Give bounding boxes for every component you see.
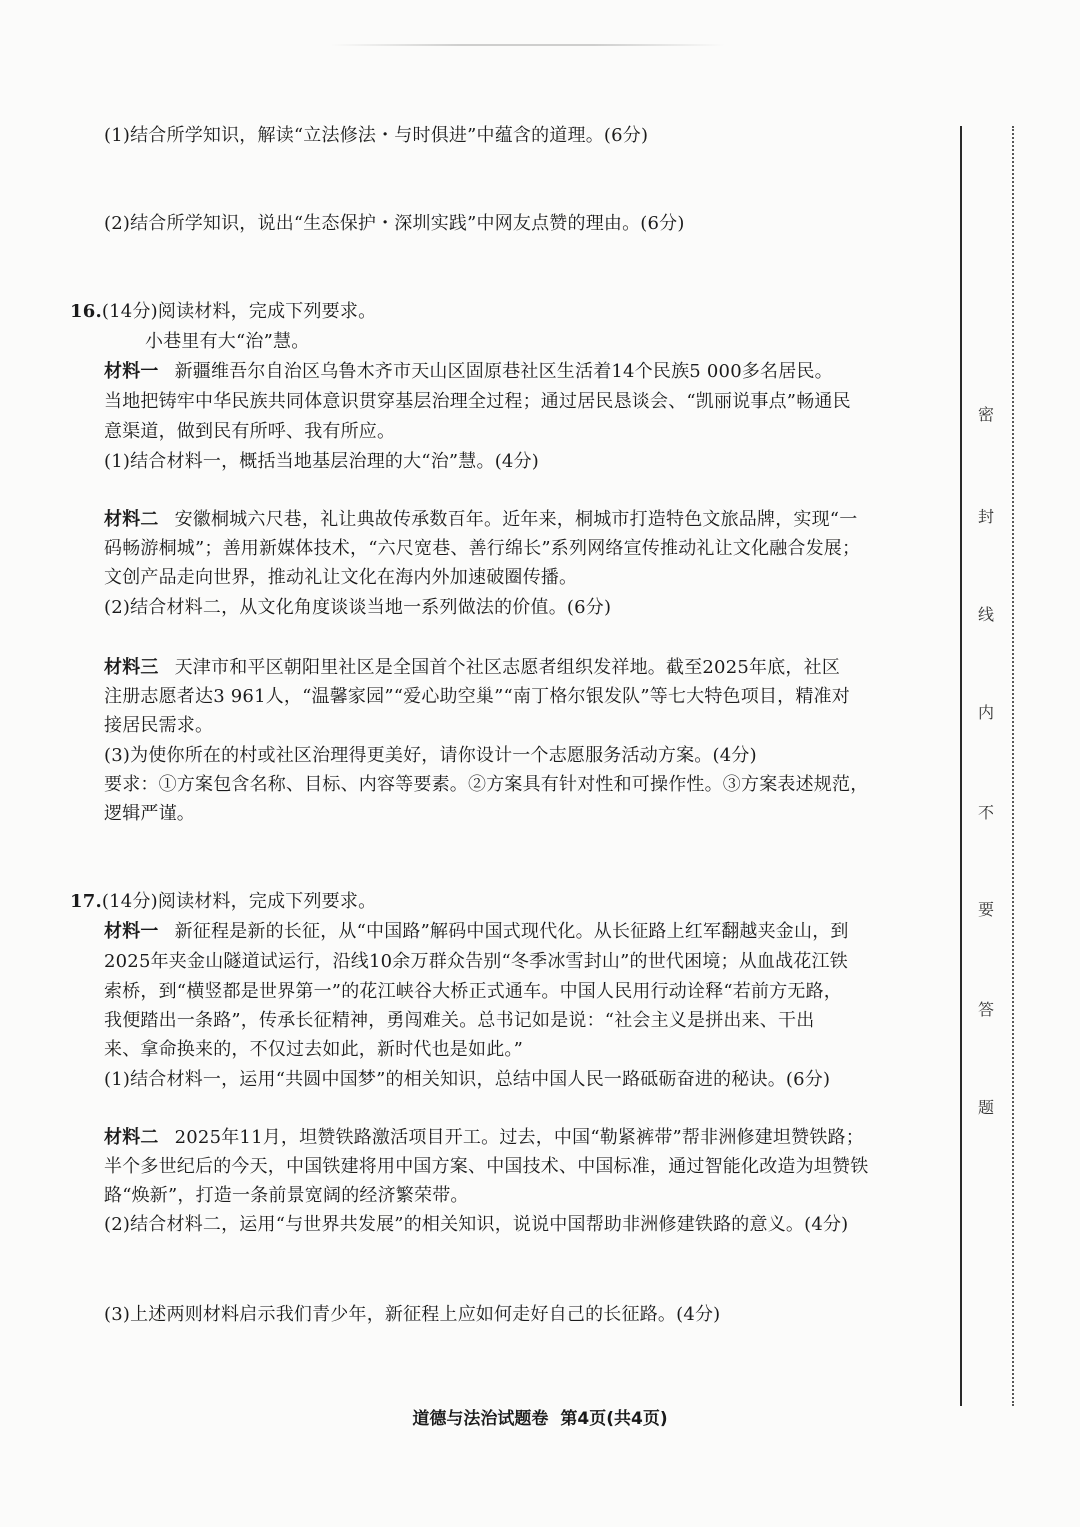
q16-m1-line-3: 意渠道，做到民有所呼、我有所应。 [104,421,396,442]
q16-sub3: (3)为使你所在的村或社区治理得更美好，请你设计一个志愿服务活动方案。(4分) [104,745,757,766]
footer-title: 道德与法治试题卷 [412,1409,549,1429]
q16-m2-line-1: 材料二 安徽桐城六尺巷，礼让典故传承数百年。近年来，桐城市打造特色文旅品牌，实现“一 [104,509,858,530]
q17-sub2: (2)结合材料二，运用“与世界共发展”的相关知识，说说中国帮助非洲修建铁路的意义。(4分) [104,1214,849,1235]
binding-char-8: 题 [977,1098,994,1117]
page-footer [0,1408,1080,1430]
q17-header [70,890,376,914]
q17-number: 17. [70,891,102,912]
q17-m2-line-3: 路“焕新”，打造一条前景宽阔的经济繁荣带。 [104,1185,469,1206]
q17-sub3: (3)上述两则材料启示我们青少年，新征程上应如何走好自己的长征路。(4分) [104,1304,721,1325]
binding-char-2: 封 [977,507,994,526]
q16-m3-label: 材料三 [104,657,159,678]
q17-intro: (14分)阅读材料，完成下列要求。 [101,891,377,912]
q17-m1-line-3: 索桥，到“横竖都是世界第一”的花江峡谷大桥正式通车。中国人民用行动诠释“若前方无路， [104,981,843,1002]
binding-char-5: 不 [977,803,994,822]
q16-m2-label: 材料二 [104,509,159,530]
q16-m3-line-3: 接居民需求。 [104,715,214,736]
q16-sub1: (1)结合材料一，概括当地基层治理的大“治”慧。(4分) [104,451,539,472]
q16-intro: (14分)阅读材料，完成下列要求。 [101,301,377,322]
q17-sub1: (1)结合材料一，运用“共圆中国梦”的相关知识，总结中国人民一路砥砺奋进的秘诀。(6分) [104,1069,831,1090]
q17-m2-line-1: 材料二 2025年11月，坦赞铁路激活项目开工。过去，中国“勒紧裤带”帮非洲修建坦赞铁路； [104,1127,864,1148]
q16-m1-line-1: 材料一 新疆维吾尔自治区乌鲁木齐市天山区固原巷社区生活着14个民族5 000多名居民。 [104,361,833,382]
q16-m1-line-2: 当地把铸牢中华民族共同体意识贯穿基层治理全过程；通过居民恳谈会、“凯丽说事点”畅通民 [104,391,851,412]
binding-dotted-line [1012,126,1014,1406]
binding-char-3: 线 [977,605,994,624]
binding-char-4: 内 [977,703,994,722]
q16-number: 16. [70,301,102,322]
q16-header [70,300,376,324]
q17-m1-label: 材料一 [104,921,159,942]
q17-m1-line-4: 我便踏出一条路”，传承长征精神，勇闯难关。总书记如是说：“社会主义是拼出来、干出 [104,1010,815,1031]
q16-subtitle: 小巷里有大“治”慧。 [145,331,310,352]
q15-sub1: (1)结合所学知识，解读“立法修法・与时俱进”中蕴含的道理。(6分) [104,125,649,146]
q17-m1-line-1: 材料一 新征程是新的长征，从“中国路”解码中国式现代化。从长征路上红军翻越夹金山，到 [104,921,849,942]
q16-m3-line-2: 注册志愿者达3 961人，“温馨家园”“爱心助空巢”“南丁格尔银发队”等七大特色项目，精准对 [104,686,850,707]
footer-page: 第4页(共4页) [560,1409,668,1429]
q16-m2-line-3: 文创产品走向世界，推动礼让文化在海内外加速破圈传播。 [104,567,578,588]
q15-sub2: (2)结合所学知识，说出“生态保护・深圳实践”中网友点赞的理由。(6分) [104,213,685,234]
q16-req-line-2: 逻辑严谨。 [104,803,195,824]
q16-sub2: (2)结合材料二，从文化角度谈谈当地一系列做法的价值。(6分) [104,597,612,618]
q16-m3-line-1: 材料三 天津市和平区朝阳里社区是全国首个社区志愿者组织发祥地。截至2025年底，社区 [104,657,841,678]
q17-m2-label: 材料二 [104,1127,159,1148]
q17-m1-line-2: 2025年夹金山隧道试运行，沿线10余万群众告别“冬季冰雪封山”的世代困境；从血战花江铁 [104,951,848,972]
q16-req-line-1: 要求：①方案包含名称、目标、内容等要素。②方案具有针对性和可操作性。③方案表述规范， [104,774,869,795]
q16-m2-line-2: 码畅游桐城”；善用新媒体技术，“六尺宽巷、善行绵长”系列网络宣传推动礼让文化融合发展； [104,538,861,559]
q17-m2-line-2: 半个多世纪后的今天，中国铁建将用中国方案、中国技术、中国标准，通过智能化改造为坦赞铁 [104,1156,869,1177]
binding-char-6: 要 [977,900,994,919]
q17-m1-line-5: 来、拿命换来的，不仅过去如此，新时代也是如此。” [104,1039,523,1060]
binding-char-7: 答 [977,1000,994,1019]
binding-char-1: 密 [977,405,994,424]
q16-m1-label: 材料一 [104,361,159,382]
binding-solid-line [960,126,962,1406]
